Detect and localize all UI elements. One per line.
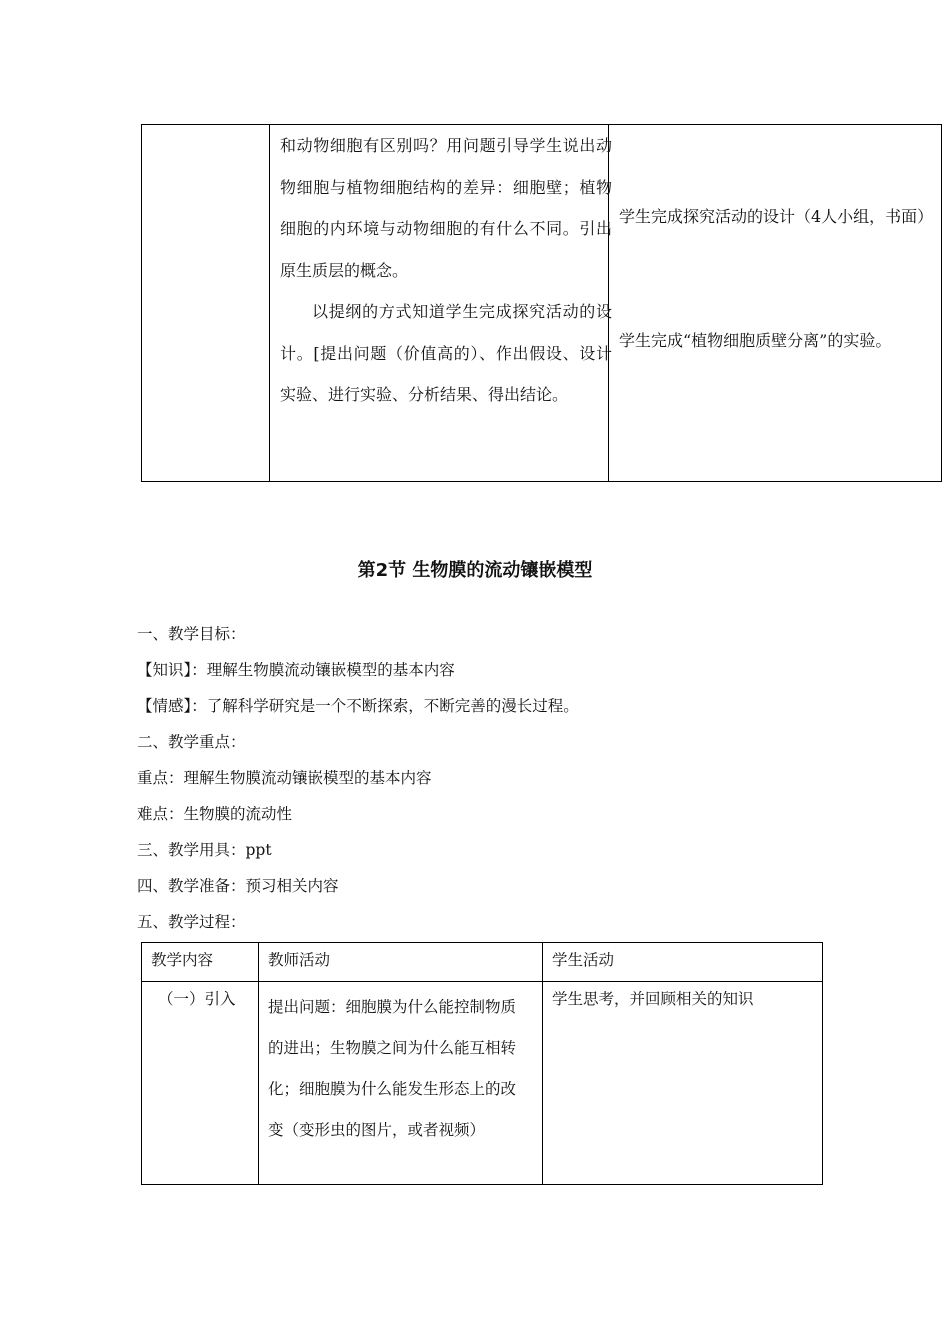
row-student-activity: 学生思考，并回顾相关的知识	[552, 990, 754, 1008]
section-title: 第2节 生物膜的流动镶嵌模型	[357, 560, 593, 581]
row-teacher-activity: 提出问题：细胞膜为什么能控制物质的进出；生物膜之间为什么能互相转化；细胞膜为什么能发生形态上的改变（变形虫的图片，或者视频）	[268, 998, 517, 1139]
emotion-goal: 【情感】：了解科学研究是一个不断探索，不断完善的漫长过程。	[137, 697, 579, 715]
student-activity-experiment: 学生完成“植物细胞质壁分离”的实验。	[619, 331, 892, 350]
student-activity-design: 学生完成探究活动的设计（4人小组，书面）	[619, 207, 934, 226]
header-content: 教学内容	[151, 951, 214, 969]
header-teacher: 教师活动	[268, 951, 331, 969]
teacher-activity-paragraph-1: 和动物细胞有区别吗？用问题引导学生说出动物细胞与植物细胞结构的差异：细胞壁；植物细胞的内环境与动物细胞的有什么不同。引出原生质层的概念。	[280, 136, 612, 280]
row-content: （一）引入	[158, 990, 236, 1008]
knowledge-goal: 【知识】：理解生物膜流动镶嵌模型的基本内容	[137, 661, 455, 679]
lesson-process-table	[141, 942, 823, 1185]
key-point: 重点：理解生物膜流动镶嵌模型的基本内容	[137, 769, 432, 787]
difficult-point: 难点：生物膜的流动性	[137, 805, 293, 823]
teaching-preparation: 四、教学准备：预习相关内容	[137, 877, 339, 895]
teacher-activity-cell	[280, 125, 612, 416]
table-divider	[269, 125, 270, 481]
teaching-process-heading: 五、教学过程：	[137, 913, 246, 931]
teaching-tools: 三、教学用具：ppt	[137, 841, 272, 859]
table-header-divider	[142, 981, 822, 982]
table-divider	[258, 943, 259, 1184]
continued-lesson-table	[141, 124, 942, 482]
table-divider	[542, 943, 543, 1184]
teacher-activity-paragraph-2: 以提纲的方式知道学生完成探究活动的设计。[提出问题（价值高的）、作出假设、设计实验、进行实验、分析结果、得出结论。	[280, 302, 612, 404]
teaching-focus-heading: 二、教学重点：	[137, 733, 246, 751]
teaching-goals-heading: 一、教学目标：	[137, 625, 246, 643]
header-student: 学生活动	[552, 951, 615, 969]
